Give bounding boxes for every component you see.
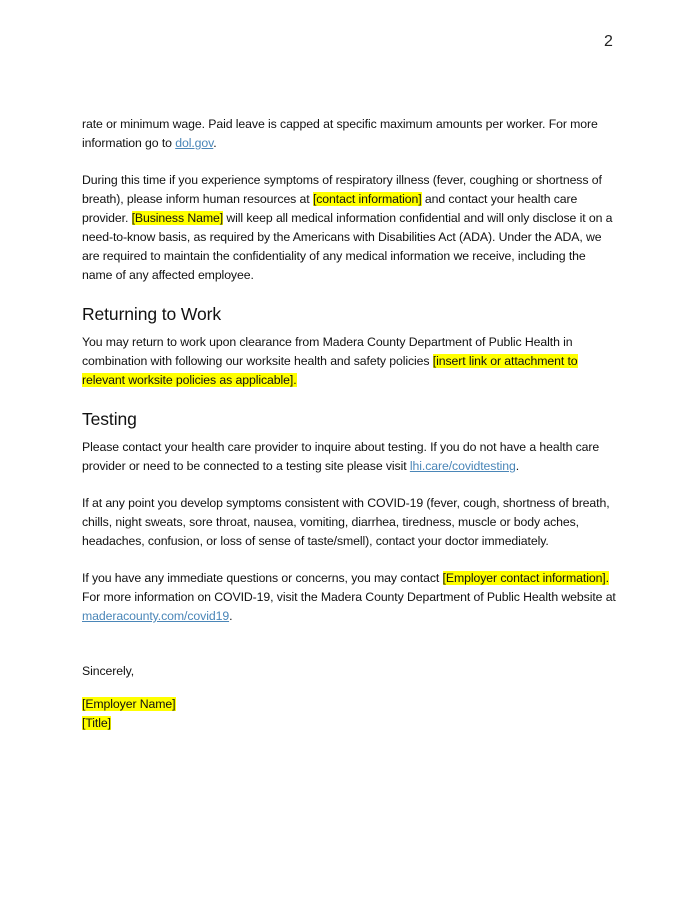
symptoms-text-2: and contact your health care provider. [82,192,578,225]
business-name-placeholder: [Business Name] [131,211,224,225]
intro-period: . [213,136,217,150]
employer-contact-placeholder: [Employer contact information]. [442,571,609,585]
testing-heading: Testing [82,409,137,429]
testing-period-3: . [229,609,233,623]
maderacounty-covid19-link[interactable]: maderacounty.com/covid19 [82,609,230,623]
symptoms-paragraph [82,171,617,285]
page-number: 2 [604,33,613,50]
returning-text: You may return to work upon clearance from Madera County Department of Public Health in combination with following our worksite health and safety policies [82,335,573,368]
worksite-policies-placeholder: [insert link or attachment to relevant worksite policies as applicable]. [82,354,578,387]
employer-name-placeholder: [Employer Name] [82,697,176,711]
testing-text-1: Please contact your health care provider to inquire about testing. If you do not have a health care provider or need to be connected to a testing site please visit [82,440,600,473]
testing-text-3a: If you have any immediate questions or concerns, you may contact [82,571,443,585]
intro-text: rate or minimum wage. Paid leave is capped at specific maximum amounts per worker. For more information go to [82,117,598,150]
lhi-covidtesting-link[interactable]: lhi.care/covidtesting [409,459,516,473]
symptoms-text-3: will keep all medical information confidential and will only disclose it on a need-to-know basis, as required by the Americans with Disabilities Act (ADA). Under the ADA, we are required to maintain the confidentiality of any medical information we receive, including the name of any affected employee. [82,211,613,282]
symptoms-text-1: During this time if you experience symptoms of respiratory illness (fever, coughing or shortness of breath), please inform human resources at [82,173,602,206]
returning-to-work-heading: Returning to Work [82,304,222,324]
testing-period-1: . [515,459,520,473]
document-body [82,115,617,733]
intro-paragraph [82,115,617,153]
title-placeholder: [Title] [82,716,111,730]
contact-information-placeholder: [contact information] [312,192,422,206]
spacer [82,644,617,662]
signature-block [82,695,617,733]
testing-paragraph-2: If at any point you develop symptoms consistent with COVID-19 (fever, cough, shortness of breath, chills, night sweats, sore throat, nausea, vomiting, diarrhea, tiredness, muscle or body aches, headaches, confusion, or loss of sense of taste/smell), contact your doctor immediately. [82,496,610,548]
testing-paragraph-3 [82,569,617,626]
returning-to-work-paragraph [82,333,617,390]
salutation: Sincerely, [82,664,135,678]
dol-gov-link[interactable]: dol.gov [175,136,214,150]
testing-paragraph-1 [82,438,617,476]
testing-text-3b: For more information on COVID-19, visit the Madera County Department of Public Health website at [82,590,616,604]
